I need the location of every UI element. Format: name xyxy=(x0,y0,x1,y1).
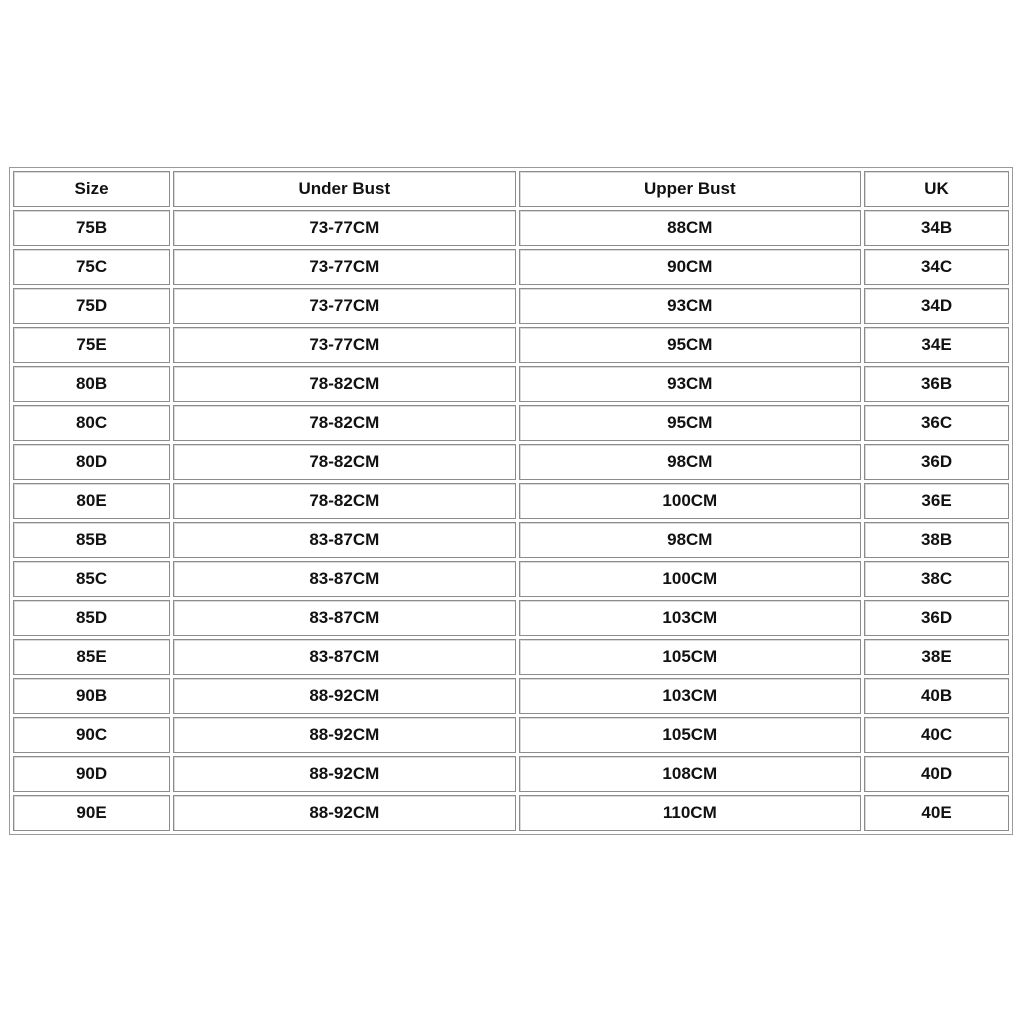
table-row xyxy=(13,522,1009,558)
cell-upper-bust: 103CM xyxy=(519,600,862,636)
cell-upper-bust: 110CM xyxy=(519,795,862,831)
cell-size: 80D xyxy=(13,444,170,480)
cell-upper-bust: 93CM xyxy=(519,288,862,324)
table-row xyxy=(13,249,1009,285)
cell-uk: 40C xyxy=(864,717,1009,753)
cell-uk: 34D xyxy=(864,288,1009,324)
cell-size: 80C xyxy=(13,405,170,441)
cell-under-bust: 73-77CM xyxy=(173,249,516,285)
cell-uk: 40D xyxy=(864,756,1009,792)
cell-uk: 36C xyxy=(864,405,1009,441)
cell-size: 90B xyxy=(13,678,170,714)
cell-uk: 38C xyxy=(864,561,1009,597)
cell-size: 75D xyxy=(13,288,170,324)
cell-under-bust: 88-92CM xyxy=(173,795,516,831)
cell-under-bust: 73-77CM xyxy=(173,210,516,246)
cell-size: 80E xyxy=(13,483,170,519)
table-body xyxy=(13,210,1009,831)
cell-uk: 40E xyxy=(864,795,1009,831)
cell-under-bust: 83-87CM xyxy=(173,600,516,636)
cell-upper-bust: 100CM xyxy=(519,561,862,597)
table-row xyxy=(13,756,1009,792)
cell-size: 75B xyxy=(13,210,170,246)
cell-under-bust: 83-87CM xyxy=(173,561,516,597)
cell-uk: 34B xyxy=(864,210,1009,246)
cell-size: 85B xyxy=(13,522,170,558)
table-row xyxy=(13,678,1009,714)
table-row xyxy=(13,405,1009,441)
cell-uk: 40B xyxy=(864,678,1009,714)
table-row xyxy=(13,366,1009,402)
cell-upper-bust: 88CM xyxy=(519,210,862,246)
cell-under-bust: 78-82CM xyxy=(173,483,516,519)
table-row xyxy=(13,639,1009,675)
header-upper-bust: Upper Bust xyxy=(519,171,862,207)
table-row xyxy=(13,288,1009,324)
cell-size: 75E xyxy=(13,327,170,363)
cell-size: 90E xyxy=(13,795,170,831)
cell-upper-bust: 95CM xyxy=(519,405,862,441)
cell-uk: 36D xyxy=(864,444,1009,480)
header-size: Size xyxy=(13,171,170,207)
cell-size: 85D xyxy=(13,600,170,636)
table-row xyxy=(13,561,1009,597)
cell-size: 90D xyxy=(13,756,170,792)
cell-upper-bust: 105CM xyxy=(519,717,862,753)
table-row xyxy=(13,444,1009,480)
size-chart-table xyxy=(9,167,1013,835)
cell-uk: 36B xyxy=(864,366,1009,402)
cell-size: 80B xyxy=(13,366,170,402)
cell-uk: 36E xyxy=(864,483,1009,519)
cell-uk: 38B xyxy=(864,522,1009,558)
cell-under-bust: 78-82CM xyxy=(173,444,516,480)
cell-upper-bust: 105CM xyxy=(519,639,862,675)
cell-size: 90C xyxy=(13,717,170,753)
table-row xyxy=(13,795,1009,831)
cell-size: 85C xyxy=(13,561,170,597)
table-header-row xyxy=(13,171,1009,207)
cell-under-bust: 78-82CM xyxy=(173,366,516,402)
cell-upper-bust: 100CM xyxy=(519,483,862,519)
cell-under-bust: 88-92CM xyxy=(173,678,516,714)
cell-uk: 34C xyxy=(864,249,1009,285)
cell-size: 85E xyxy=(13,639,170,675)
header-under-bust: Under Bust xyxy=(173,171,516,207)
cell-upper-bust: 98CM xyxy=(519,522,862,558)
cell-under-bust: 83-87CM xyxy=(173,522,516,558)
cell-size: 75C xyxy=(13,249,170,285)
table-row xyxy=(13,327,1009,363)
cell-under-bust: 73-77CM xyxy=(173,327,516,363)
cell-upper-bust: 95CM xyxy=(519,327,862,363)
cell-upper-bust: 98CM xyxy=(519,444,862,480)
header-uk: UK xyxy=(864,171,1009,207)
cell-upper-bust: 108CM xyxy=(519,756,862,792)
table-row xyxy=(13,600,1009,636)
cell-upper-bust: 90CM xyxy=(519,249,862,285)
cell-under-bust: 88-92CM xyxy=(173,756,516,792)
cell-uk: 38E xyxy=(864,639,1009,675)
cell-uk: 36D xyxy=(864,600,1009,636)
cell-upper-bust: 103CM xyxy=(519,678,862,714)
table-row xyxy=(13,483,1009,519)
cell-uk: 34E xyxy=(864,327,1009,363)
cell-under-bust: 83-87CM xyxy=(173,639,516,675)
table-row xyxy=(13,210,1009,246)
cell-under-bust: 73-77CM xyxy=(173,288,516,324)
cell-under-bust: 78-82CM xyxy=(173,405,516,441)
cell-upper-bust: 93CM xyxy=(519,366,862,402)
table-row xyxy=(13,717,1009,753)
cell-under-bust: 88-92CM xyxy=(173,717,516,753)
